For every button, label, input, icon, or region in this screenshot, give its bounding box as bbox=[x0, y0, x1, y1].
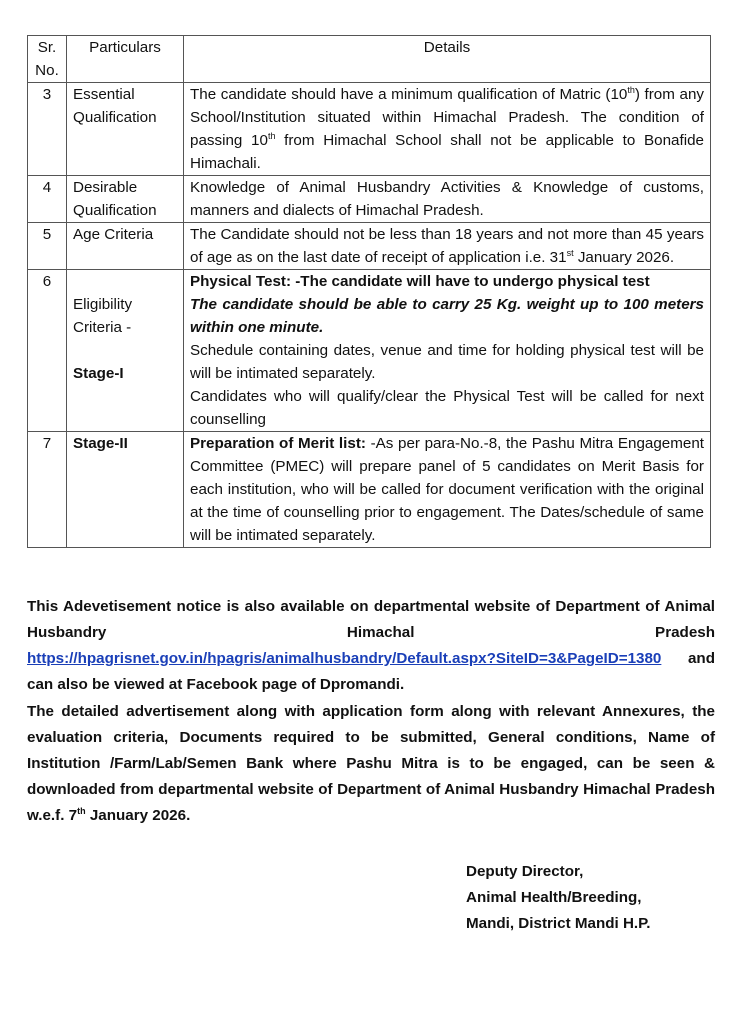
row-particulars: Desirable Qualification bbox=[67, 176, 184, 223]
row-sr: 6 bbox=[28, 270, 67, 432]
row-details: The Candidate should not be less than 18 years and not more than 45 years of age as on the last date of receipt of application i.e. 31st January 2026. bbox=[184, 223, 711, 270]
signatory-department: Animal Health/Breeding, bbox=[466, 889, 642, 906]
row-particulars: Stage-II bbox=[67, 432, 184, 548]
table-row bbox=[28, 270, 711, 432]
row-sr: 5 bbox=[28, 223, 67, 270]
table-header-row bbox=[28, 36, 711, 83]
row-details: The candidate should have a minimum qualification of Matric (10th) from any School/Institution situated within Himachal Pradesh. The condition of passing 10th from Himachal School shall not be applicable to Bonafide Himachali. bbox=[184, 83, 711, 176]
row-sr: 7 bbox=[28, 432, 67, 548]
website-notice-paragraph: This Adevetisement notice is also available on departmental website of Department of Animal Husbandry Himachal Pradesh https://hpagrisnet.gov.in/hpagris/animalhusbandry/Default.aspx?SiteID=3&PageID=1380 and can also be viewed at Facebook page of Dpromandi. bbox=[27, 598, 715, 693]
row-sr: 4 bbox=[28, 176, 67, 223]
row-details: Knowledge of Animal Husbandry Activities & Knowledge of customs, manners and dialects of Himachal Pradesh. bbox=[184, 176, 711, 223]
eligibility-table bbox=[27, 35, 711, 548]
row-details: Preparation of Merit list: -As per para-No.-8, the Pashu Mitra Engagement Committee (PMEC) will prepare panel of 5 candidates on Merit Basis for each institution, who will be called for document verification with the original at the time of counselling prior to engagement. The Dates/schedule of same will be intimated separately. bbox=[184, 432, 711, 548]
signature-block bbox=[466, 859, 651, 937]
detailed-advertisement-paragraph: The detailed advertisement along with application form along with relevant Annexures, the evaluation criteria, Documents required to be submitted, General conditions, Name of Institution /Farm/Lab/Semen Bank where Pashu Mitra is to be engaged, can be seen & downloaded from departmental website of Department of Animal Husbandry Himachal Pradesh w.e.f. 7th January 2026. bbox=[27, 703, 715, 824]
row-particulars: Eligibility Criteria - Stage-I bbox=[67, 270, 184, 432]
header-particulars: Particulars bbox=[67, 36, 184, 83]
signatory-location: Mandi, District Mandi H.P. bbox=[466, 915, 651, 932]
table-row bbox=[28, 432, 711, 548]
row-particulars: Essential Qualification bbox=[67, 83, 184, 176]
department-website-link[interactable]: https://hpagrisnet.gov.in/hpagris/animalhusbandry/Default.aspx?SiteID=3&PageID=1380 bbox=[27, 650, 662, 667]
stage-label: Stage-I bbox=[73, 365, 124, 382]
row-details: Physical Test: -The candidate will have to undergo physical test The candidate should be able to carry 25 Kg. weight up to 100 meters within one minute. Schedule containing dates, venue and time for holding physical test will be will be intimated separately. Candidates who will qualify/clear the Physical Test will be called for next counselling bbox=[184, 270, 711, 432]
header-details: Details bbox=[184, 36, 711, 83]
signatory-title: Deputy Director, bbox=[466, 863, 584, 880]
table-row bbox=[28, 223, 711, 270]
header-sr-no: Sr. No. bbox=[28, 36, 67, 83]
row-sr: 3 bbox=[28, 83, 67, 176]
table-row bbox=[28, 176, 711, 223]
row-particulars: Age Criteria bbox=[67, 223, 184, 270]
table-row bbox=[28, 83, 711, 176]
